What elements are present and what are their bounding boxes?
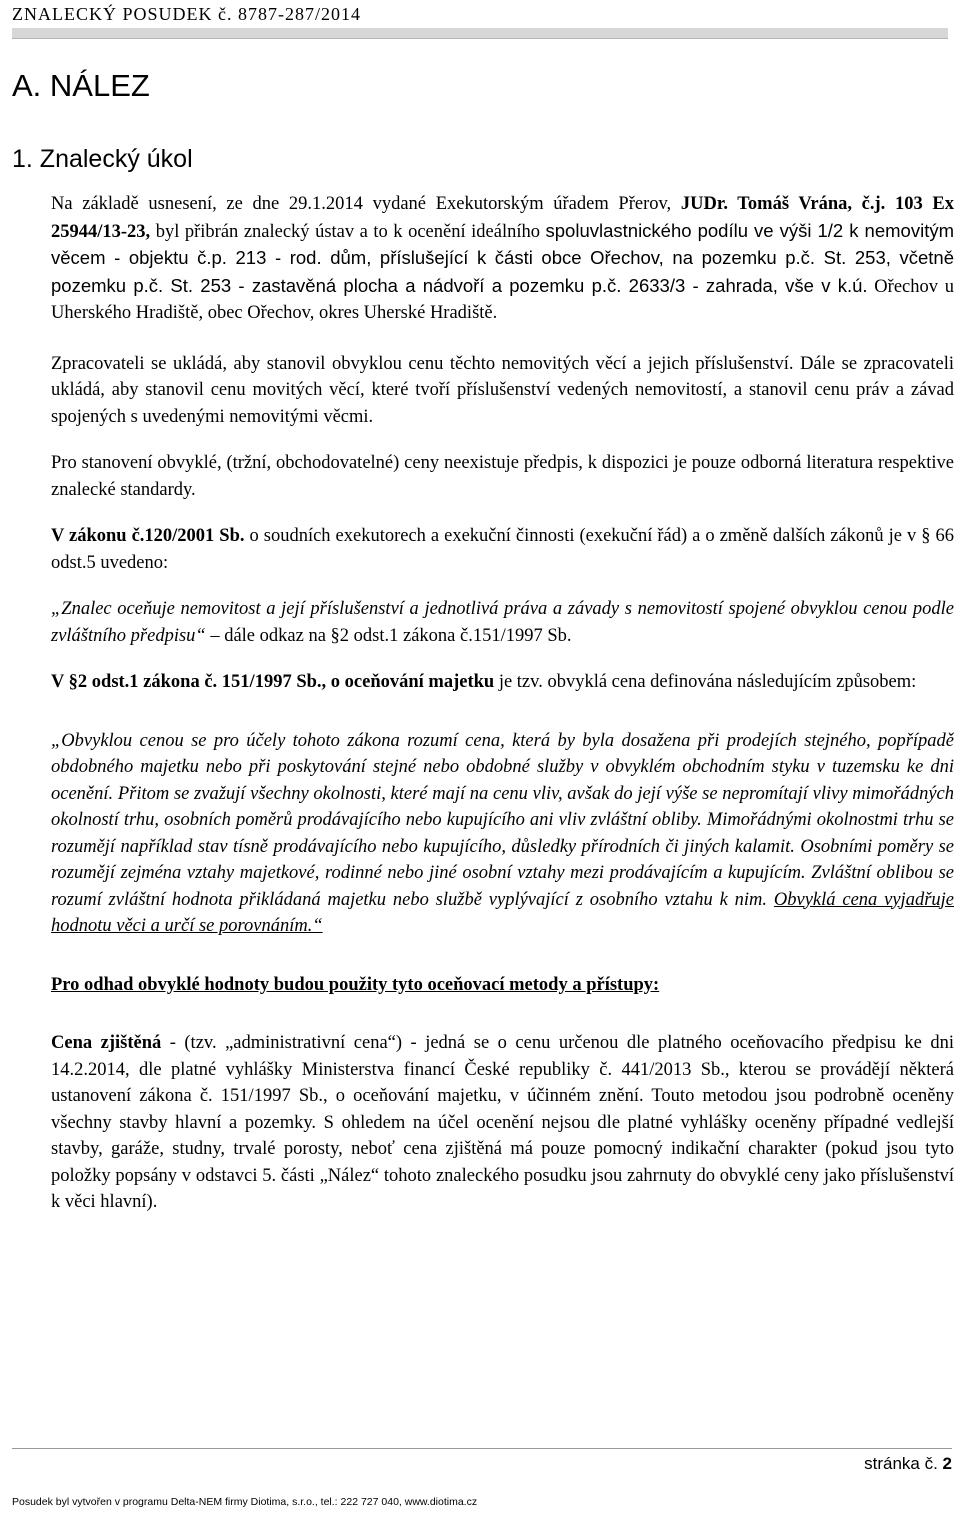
- instructions-text-b: Dále se zpracovateli ukládá, aby stanovil cenu movitých věcí, které tvoří příslušenství vedených nemovitostí, a stanovil cenu práv a závad spojených s uvedenými nemovitými věcmi.: [51, 353, 954, 427]
- paragraph-instructions: [51, 351, 954, 431]
- paragraph-law-120: [51, 523, 954, 576]
- footer-credit: Posudek byl vytvořen v programu Delta-NEM firmy Diotima, s.r.o., tel.: 222 727 040, www.diotima.cz: [12, 1496, 478, 1508]
- page-number-value: 2: [942, 1454, 952, 1473]
- quote-valuation-rule: [51, 596, 954, 649]
- page-label: stránka č.: [864, 1454, 943, 1473]
- paragraph-no-regulation: Pro stanovení obvyklé, (tržní, obchodovatelné) ceny neexistuje předpis, k dispozici je pouze odborná literatura respektive znalecké standardy.: [51, 453, 954, 500]
- assignment-property-desc: spoluvlastnického podílu ve výši 1/2 k nemovitým věcem - objektu č.p. 213 - rod. dům, příslušející k části obce Ořechov, na pozemku p.č. St. 253, včetně pozemku p.č. St. 253 - zastavěná plocha a nádvoří a pozemku p.č. 2633/3 - zahrada, vše v k.ú.: [51, 219, 954, 296]
- assignment-text-c: byl přibrán znalecký ústav a to k ocenění ideálního: [150, 221, 540, 242]
- paragraph-law-151: [51, 669, 954, 696]
- document-body: [51, 191, 954, 1216]
- paragraph-assignment: [51, 191, 954, 327]
- header-rule: [12, 28, 948, 39]
- quote-valuation-italic: „Znalec oceňuje nemovitost a její příslušenství a jednotlivá práva a závady s nemovitostí spojené obvyklou cenou podle zvláštního předpisu“: [51, 599, 954, 646]
- ascertained-price-label: Cena zjištěná: [51, 1033, 162, 1053]
- section-a-heading: A. NÁLEZ: [12, 68, 150, 103]
- methods-heading: [51, 972, 954, 999]
- paragraph-ascertained-price: [51, 1030, 954, 1216]
- section-1-heading: 1. Znalecký úkol: [12, 145, 193, 173]
- quote-valuation-ref: – dále odkaz na §2 odst.1 zákona č.151/1997 Sb.: [205, 625, 572, 646]
- assignment-case-ref: JUDr. Tomáš Vrána, č.j. 103 Ex 25944/13-23,: [51, 194, 954, 242]
- quote-definition-text: „Obvyklou cenou se pro účely tohoto zákona rozumí cena, která by byla dosažena při prodejích stejného, popřípadě obdobného majetku nebo při poskytování stejné nebo obdobné služby v obvyklém obchodním styku v tuzemsku ke dni ocenění. Přitom se zvažují všechny okolnosti, které mají na cenu vliv, avšak do její výše se nepromítají vlivy mimořádných okolností trhu, osobních poměrů prodávajícího nebo kupujícího ani vliv zvláštní obliby. Mimořádnými okolnostmi trhu se rozumějí například stav tísně prodávajícího nebo kupujícího, důsledky přírodních či jiných kalamit. Osobními poměry se rozumějí zejména vztahy majetkové, rodinné nebo jiné osobní vztahy mezi prodávajícím a kupujícím. Zvláštní oblibou se rozumí zvláštní hodnota přikládaná majetku nebo službě vyplývající z osobního vztahu k nim.: [51, 730, 954, 910]
- document-header-title: ZNALECKÝ POSUDEK č. 8787-287/2014: [12, 4, 361, 24]
- footer-rule: [12, 1448, 952, 1449]
- ascertained-price-text: - (tzv. „administrativní cena“) - jedná se o cenu určenou dle platného oceňovacího předpisu ke dni 14.2.2014, dle platné vyhlášky Ministerstva financí České republiky č. 441/2013 Sb., kterou se provádějí některá ustanovení zákona č. 151/1997 Sb., o oceňování majetku, v účinném znění. Touto metodou jsou podrobně oceněny všechny stavby hlavní a pozemky. S ohledem na účel ocenění nejsou dle platné vyhlášky oceněny případné vedlejší stavby, garáže, studny, trvalé porosty, neboť cena zjištěná má pouze pomocný indikační charakter (pokud jsou tyto položky popsány v odstavci 5. části „Nález“ tohoto znaleckého posudku jsou zahrnuty do obvyklé ceny jako příslušenství k věci hlavní).: [51, 1033, 954, 1212]
- quote-definition-underlined: Obvyklá cena vyjadřuje hodnotu věci a určí se porovnáním.“: [51, 889, 955, 936]
- methods-heading-text: Pro odhad obvyklé hodnoty budou použity tyto oceňovací metody a přístupy:: [51, 974, 660, 995]
- law-151-bold: V §2 odst.1 zákona č. 151/1997 Sb., o oceňování majetku: [51, 672, 495, 692]
- quote-usual-price-definition: [51, 728, 954, 940]
- assignment-text-a: Na základě usnesení, ze dne 29.1.2014 vydané Exekutorským úřadem Přerov,: [51, 194, 681, 214]
- law-120-text: o soudních exekutorech a exekuční činnosti (exekuční řád) a o změně dalších zákonů je v § 66 odst.5 uvedeno:: [51, 526, 954, 573]
- law-151-text: je tzv. obvyklá cena definována následujícím způsobem:: [494, 672, 917, 692]
- instructions-text-a: Zpracovateli se ukládá, aby stanovil obvyklou cenu těchto nemovitých věcí a jejich příslušenství.: [51, 353, 794, 374]
- assignment-text-e: Ořechov u Uherského Hradiště, obec Ořechov, okres Uherské Hradiště.: [51, 276, 954, 323]
- law-120-bold: V zákonu č.120/2001 Sb.: [51, 526, 245, 546]
- page-number: [864, 1454, 952, 1474]
